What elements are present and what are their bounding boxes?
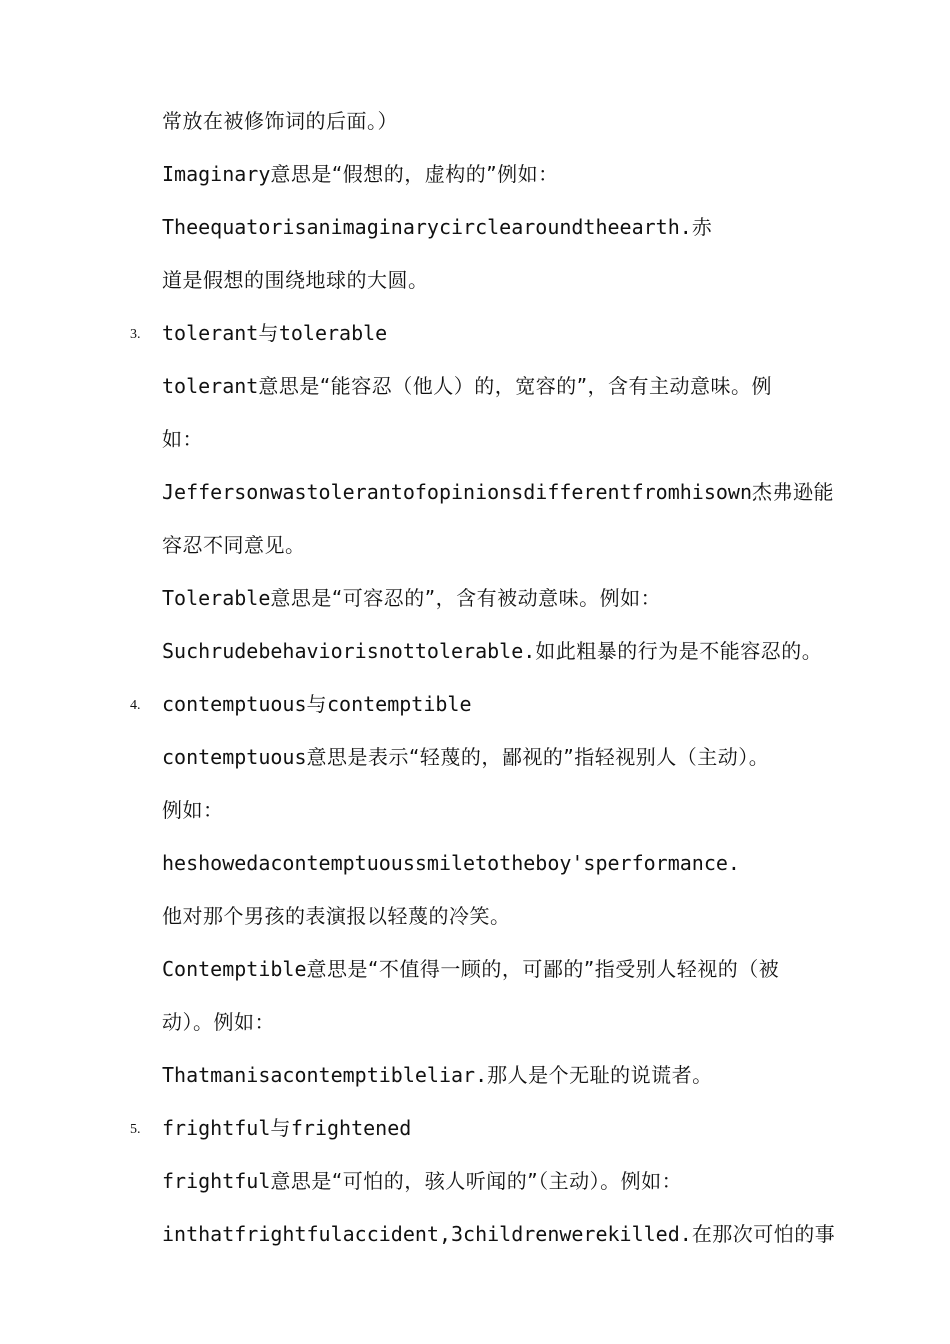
text-line [162, 531, 306, 559]
english-term: Suchrudebehaviorisnottolerable. [162, 639, 536, 663]
text-line [162, 743, 769, 771]
english-term: frightened [290, 1116, 412, 1140]
text-line [162, 266, 429, 294]
chinese-text: 动）。例如： [162, 1010, 275, 1034]
english-term: frightful [162, 1116, 271, 1140]
list-number: 5. [130, 1122, 141, 1137]
english-term: contemptible [327, 692, 472, 716]
chinese-text: 意思是“能容忍（他人）的，宽容的”，含有主动意味。例 [258, 374, 773, 398]
text-line [162, 849, 740, 877]
english-term: inthatfrightfulaccident,3childrenwerekilled. [162, 1222, 692, 1246]
chinese-text: 他对那个男孩的表演报以轻蔑的冷笑。 [162, 904, 511, 928]
english-term: tolerant [162, 374, 259, 398]
english-term: tolerable [278, 321, 388, 345]
english-term: Jeffersonwastolerantofopinionsdifferentfromhisown [162, 480, 753, 504]
chinese-text: 与 [306, 692, 327, 716]
text-line [162, 107, 398, 135]
text-line [162, 478, 834, 506]
text-line [162, 1220, 835, 1248]
chinese-text: 与 [258, 321, 279, 345]
english-term: tolerant [162, 321, 259, 345]
chinese-text: 赤 [691, 215, 713, 239]
text-line [162, 319, 387, 347]
english-term: Imaginary [162, 162, 271, 186]
chinese-text: 意思是表示“轻蔑的，鄙视的”指轻视别人（主动）。 [306, 745, 770, 769]
english-term: Tolerable [162, 586, 271, 610]
list-number: 4. [130, 698, 141, 713]
english-term: frightful [162, 1169, 271, 1193]
text-line [162, 425, 203, 453]
chinese-text: 意思是“可怕的，骇人听闻的”（主动）。例如： [270, 1169, 683, 1193]
text-line [162, 637, 822, 665]
text-line [162, 690, 472, 718]
text-line [162, 955, 779, 983]
chinese-text: 常放在被修饰词的后面。） [162, 109, 398, 133]
chinese-text: 容忍不同意见。 [162, 533, 306, 557]
chinese-text: 道是假想的围绕地球的大圆。 [162, 268, 429, 292]
english-term: contemptuous [162, 745, 307, 769]
chinese-text: 与 [270, 1116, 291, 1140]
chinese-text: 例如： [162, 798, 224, 822]
text-line [162, 213, 712, 241]
text-line [162, 1008, 275, 1036]
text-line [162, 902, 511, 930]
chinese-text: 杰弗逊能 [752, 480, 835, 504]
chinese-text: 在那次可怕的事 [691, 1222, 836, 1246]
english-term: Thatmanisacontemptibleliar. [162, 1063, 488, 1087]
chinese-text: 意思是“不值得一顾的，可鄙的”指受别人轻视的（被 [306, 957, 780, 981]
chinese-text: 那人是个无耻的说谎者。 [487, 1063, 713, 1087]
text-line [162, 584, 661, 612]
english-term: Contemptible [162, 957, 307, 981]
text-line [162, 1114, 411, 1142]
chinese-text: 意思是“假想的，虚构的”例如： [270, 162, 559, 186]
text-line [162, 160, 559, 188]
english-term: contemptuous [162, 692, 307, 716]
text-line [162, 1061, 713, 1089]
text-line [162, 796, 224, 824]
english-term: heshowedacontemptuoussmiletotheboy'sperformance. [162, 851, 740, 875]
list-number: 3. [130, 327, 141, 342]
text-line [162, 372, 772, 400]
chinese-text: 如此粗暴的行为是不能容忍的。 [535, 639, 823, 663]
english-term: Theequatorisanimaginarycirclearoundtheearth. [162, 215, 692, 239]
text-line [162, 1167, 682, 1195]
chinese-text: 如： [162, 427, 203, 451]
chinese-text: 意思是“可容忍的”，含有被动意味。例如： [270, 586, 662, 610]
